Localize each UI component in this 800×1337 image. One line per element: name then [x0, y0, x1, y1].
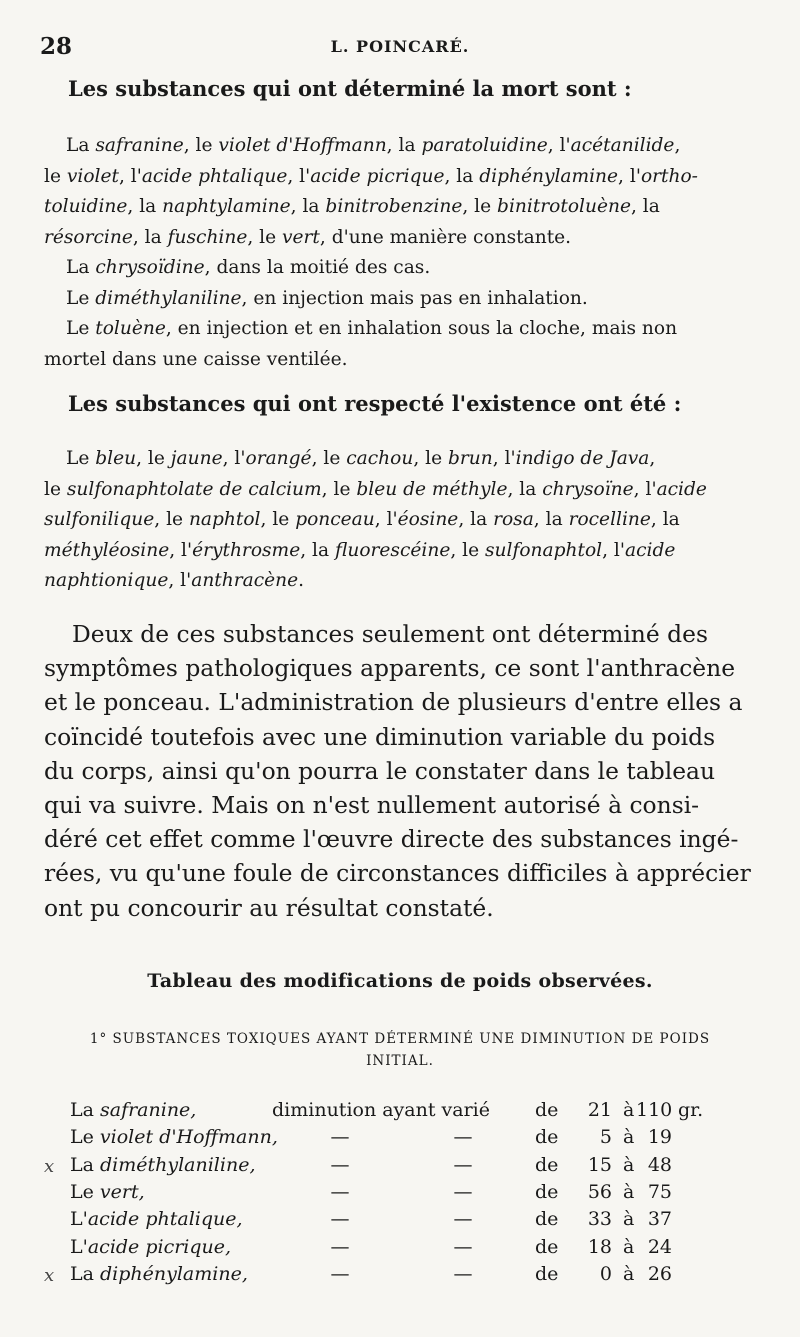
table-row: [0, 1126, 800, 1154]
range-from-label: de: [535, 1180, 559, 1203]
table-row: [0, 1208, 800, 1236]
text-line: ont pu concourir au résultat constaté.: [44, 893, 494, 922]
range-min: 56: [587, 1180, 612, 1203]
range-min: 5: [599, 1126, 612, 1149]
text-line: Le diméthylaniline, en injection mais pas en inhalation.: [66, 287, 588, 309]
page-header: [40, 33, 760, 61]
range-to-label: à: [623, 1208, 635, 1231]
substance-name: La diméthylaniline,: [70, 1153, 256, 1176]
text-line: toluidine, la naphtylamine, la binitrobenzine, le binitrotoluène, la: [44, 196, 660, 217]
paragraph-deadly-substances: [44, 131, 756, 253]
margin-mark: x: [44, 1155, 55, 1177]
substance-name: La diphénylamine,: [70, 1262, 248, 1285]
text-line: déré cet effet comme l'œuvre directe des substances ingé-: [44, 825, 739, 854]
ditto-mark: —: [453, 1180, 473, 1203]
ditto-mark: —: [330, 1153, 350, 1176]
table-row: [0, 1181, 800, 1209]
text-line: le violet, l'acide phtalique, l'acide picrique, la diphénylamine, l'ortho-: [44, 165, 698, 187]
paragraph-toluene: [44, 314, 756, 375]
ditto-mark: —: [453, 1235, 473, 1258]
paragraph-discussion: [44, 617, 760, 925]
substance-name: L'acide phtalique,: [70, 1208, 243, 1231]
text-line: du corps, ainsi qu'on pourra le constater dans le tableau: [44, 756, 716, 785]
text-line: Deux de ces substances seulement ont déterminé des: [72, 620, 708, 648]
table-subtitle: [40, 1028, 760, 1072]
paragraph-harmless-substances: [44, 444, 756, 597]
substance-name: La safranine,: [70, 1099, 197, 1121]
range-to-label: à: [623, 1180, 635, 1203]
range-to-label: à: [623, 1126, 635, 1149]
ditto-mark: —: [453, 1126, 473, 1149]
range-from-label: de: [535, 1153, 559, 1176]
range-min: 21: [587, 1099, 612, 1121]
range-to-label: à: [623, 1153, 635, 1176]
text-line: naphtionique, l'anthracène.: [44, 570, 305, 591]
text-line: et le ponceau. L'administration de plusieurs d'entre elles a: [44, 688, 743, 717]
range-from-label: de: [535, 1126, 559, 1149]
range-min: 15: [587, 1153, 612, 1176]
ditto-mark: —: [453, 1208, 473, 1231]
range-from-label: de: [535, 1208, 559, 1231]
section-heading-harmless: Les substances qui ont respecté l'existence ont été :: [68, 391, 682, 416]
range-max: 24: [647, 1235, 672, 1258]
text-line: symptômes pathologiques apparents, ce sont l'anthracène: [44, 654, 736, 683]
text-line: méthyléosine, l'érythrosme, la fluorescéine, le sulfonaphtol, l'acide: [44, 539, 676, 561]
text-line: résorcine, la fuschine, le vert, d'une manière constante.: [44, 226, 572, 248]
text-line: La safranine, le violet d'Hoffmann, la paratoluidine, l'acétanilide,: [66, 135, 681, 156]
paragraph-dimethylaniline: [44, 284, 756, 315]
range-max: 19: [647, 1126, 672, 1149]
variation-description: diminution ayant varié: [272, 1099, 490, 1121]
range-from-label: de: [535, 1235, 559, 1258]
unit: gr.: [678, 1099, 704, 1121]
range-min: 33: [587, 1208, 612, 1231]
table-row: [0, 1236, 800, 1264]
ditto-mark: —: [453, 1153, 473, 1176]
range-to-label: à: [623, 1235, 635, 1258]
range-min: 18: [587, 1235, 612, 1258]
paragraph-chrysoidine: [44, 253, 756, 284]
text-line: coïncidé toutefois avec une diminution variable du poids: [44, 722, 716, 751]
ditto-mark: —: [330, 1126, 350, 1149]
ditto-mark: —: [330, 1235, 350, 1258]
text-line: 1° SUBSTANCES TOXIQUES AYANT DÉTERMINÉ UNE DIMINUTION DE POIDS: [89, 1031, 711, 1047]
section-heading-deadly: Les substances qui ont déterminé la mort sont :: [68, 76, 632, 101]
range-to-label: à: [623, 1262, 635, 1285]
table-title: Tableau des modifications de poids observées.: [147, 970, 653, 992]
text-line: qui va suivre. Mais on n'est nullement autorisé à consi-: [44, 791, 700, 820]
text-line: Le bleu, le jaune, l'orangé, le cachou, le brun, l'indigo de Java,: [66, 448, 656, 469]
range-from-label: de: [535, 1262, 559, 1285]
ditto-mark: —: [453, 1262, 473, 1285]
table-row: [0, 1263, 800, 1291]
running-head: L. POINCARÉ.: [330, 37, 470, 56]
ditto-mark: —: [330, 1262, 350, 1285]
range-max: 37: [647, 1208, 672, 1231]
ditto-mark: —: [330, 1180, 350, 1203]
range-max: 75: [647, 1180, 672, 1203]
substance-name: L'acide picrique,: [70, 1235, 232, 1258]
text-line: INITIAL.: [366, 1053, 434, 1069]
ditto-mark: —: [330, 1208, 350, 1231]
substance-name: Le violet d'Hoffmann,: [70, 1126, 278, 1149]
page-number: 28: [40, 33, 73, 60]
substance-name: Le vert,: [70, 1180, 145, 1203]
range-to-label: à: [623, 1099, 635, 1121]
margin-mark: x: [44, 1264, 55, 1286]
range-min: 0: [599, 1262, 612, 1285]
range-max: 26: [647, 1262, 672, 1285]
range-from-label: de: [535, 1099, 559, 1121]
table-row: [0, 1099, 800, 1127]
text-line: Le toluène, en injection et en inhalation sous la cloche, mais non: [66, 318, 678, 339]
range-max: 48: [647, 1153, 672, 1176]
text-line: La chrysoïdine, dans la moitié des cas.: [66, 257, 431, 278]
text-line: rées, vu qu'une foule de circonstances difficiles à apprécier: [44, 859, 751, 888]
range-max: 110: [636, 1099, 673, 1121]
text-line: le sulfonaphtolate de calcium, le bleu de méthyle, la chrysoïne, l'acide: [44, 478, 707, 500]
table-row: [0, 1154, 800, 1182]
text-line: mortel dans une caisse ventilée.: [44, 348, 348, 370]
text-line: sulfonilique, le naphtol, le ponceau, l'éosine, la rosa, la rocelline, la: [44, 509, 680, 530]
